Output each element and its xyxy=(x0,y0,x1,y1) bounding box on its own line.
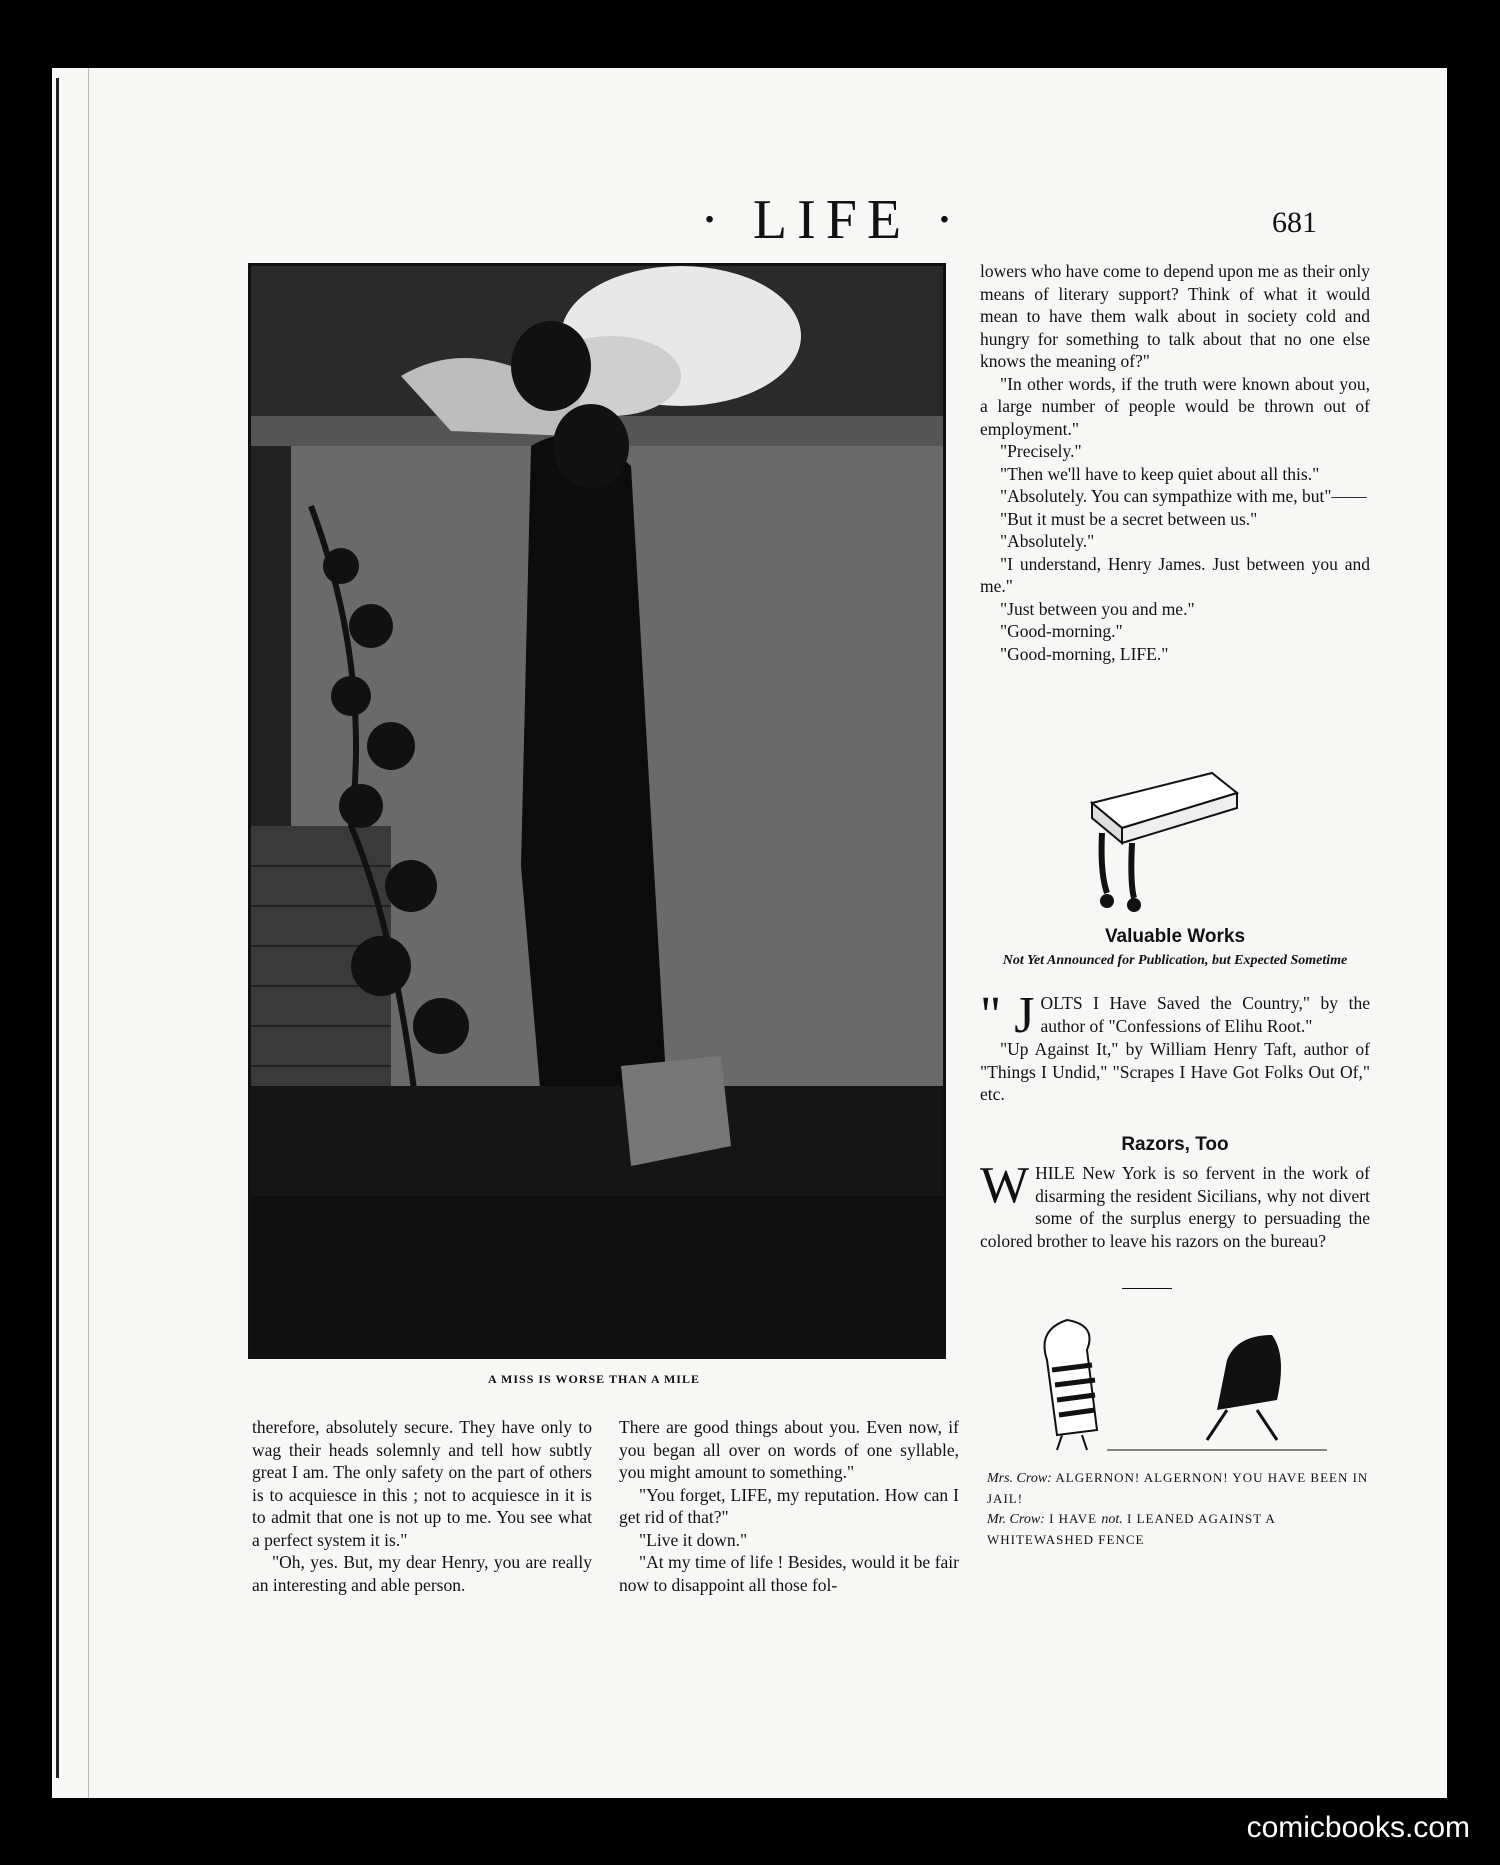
column-2 xyxy=(619,1416,959,1596)
paragraph: lowers who have come to depend upon me as their only means of literary support? Think of what it would mean to have them walk about in society cold and hungry for something to talk about that no one else knows the meaning of?" xyxy=(980,261,1370,371)
column-1 xyxy=(252,1416,592,1596)
paragraph: "You forget, LIFE, my reputation. How can I get rid of that?" xyxy=(619,1484,959,1527)
paragraph: There are good things about you. Even now, if you began all over on words of one syllable, you might amount to something." xyxy=(619,1417,959,1482)
paragraph: "I understand, Henry James. Just between you and me." xyxy=(980,553,1370,596)
paragraph: HILE New York is so fervent in the work of disarming the resident Sicilians, why not divert some of the surplus energy to persuading the colored brother to leave his razors on the bureau? xyxy=(980,1163,1370,1251)
crows-caption xyxy=(987,1468,1372,1550)
magazine-page xyxy=(52,68,1447,1798)
masthead: · LIFE · xyxy=(700,189,964,251)
valuable-works-body xyxy=(980,987,1370,1106)
paragraph: "Just between you and me." xyxy=(1000,598,1195,619)
book-on-bracket-icon xyxy=(1072,763,1242,928)
paragraph: "But it must be a secret between us." xyxy=(1000,508,1258,529)
paragraph: "Then we'll have to keep quiet about all this." xyxy=(1000,463,1320,484)
paragraph: therefore, absolutely secure. They have only to wag their heads solemnly and tell how subtly great I am. The only safety on the part of others is to acquiesce in this ; not to acquiesce in it is to admit that one is not up to me. You see what a perfect system it is." xyxy=(252,1417,592,1550)
section-subheading: Not Yet Announced for Publication, but Expected Sometime xyxy=(1002,953,1348,968)
paragraph: "Oh, yes. But, my dear Henry, you are really an interesting and able person. xyxy=(252,1552,592,1595)
paragraph: "Good-morning, LIFE." xyxy=(1000,643,1169,664)
section-heading-valuable-works: Valuable Works xyxy=(1104,926,1246,947)
drop-cap: W xyxy=(980,1157,1030,1214)
speaker: Mr. Crow: xyxy=(987,1512,1045,1527)
speaker: Mrs. Crow: xyxy=(987,1471,1052,1486)
paragraph: "Live it down." xyxy=(639,1529,748,1550)
paragraph: "Good-morning." xyxy=(1000,621,1123,641)
crows-cartoon xyxy=(987,1300,1367,1460)
paragraph: "Absolutely." xyxy=(1000,531,1095,551)
paragraph: OLTS I Have Saved the Country," by the author of "Confessions of Elihu Root." xyxy=(1040,993,1370,1036)
binding-edge xyxy=(56,78,59,1778)
paragraph: "Absolutely. You can sympathize with me, but"—— xyxy=(1000,486,1367,506)
paragraph: "Precisely." xyxy=(1000,441,1082,461)
section-heading-razors: Razors, Too xyxy=(1121,1134,1229,1155)
column-3 xyxy=(980,260,1370,665)
dialogue: ALGERNON! ALGERNON! YOU HAVE BEEN IN JAIL! xyxy=(987,1470,1369,1506)
divider xyxy=(1122,1288,1172,1289)
dialogue: I LEANED AGAINST A WHITEWASHED FENCE xyxy=(987,1511,1276,1547)
paragraph: "At my time of life ! Besides, would it be fair now to disappoint all those fol- xyxy=(619,1552,959,1595)
dialogue-emphasis: not. xyxy=(1101,1512,1123,1527)
illustration-couple-at-wall xyxy=(248,263,946,1359)
watermark: comicbooks.com xyxy=(1246,1811,1470,1844)
dialogue: I HAVE xyxy=(1049,1511,1098,1526)
paragraph: "In other words, if the truth were known about you, a large number of people would be thrown out of employment." xyxy=(980,373,1370,439)
page-number: 681 xyxy=(1272,206,1317,239)
paragraph: "Up Against It," by William Henry Taft, author of "Things I Undid," "Scrapes I Have Got Folks Out Of," etc. xyxy=(980,1039,1370,1104)
gutter-line xyxy=(88,68,89,1798)
razors-body xyxy=(980,1157,1370,1252)
illustration-caption: A MISS IS WORSE THAN A MILE xyxy=(488,1372,700,1386)
drop-cap: " J xyxy=(980,987,1035,1044)
